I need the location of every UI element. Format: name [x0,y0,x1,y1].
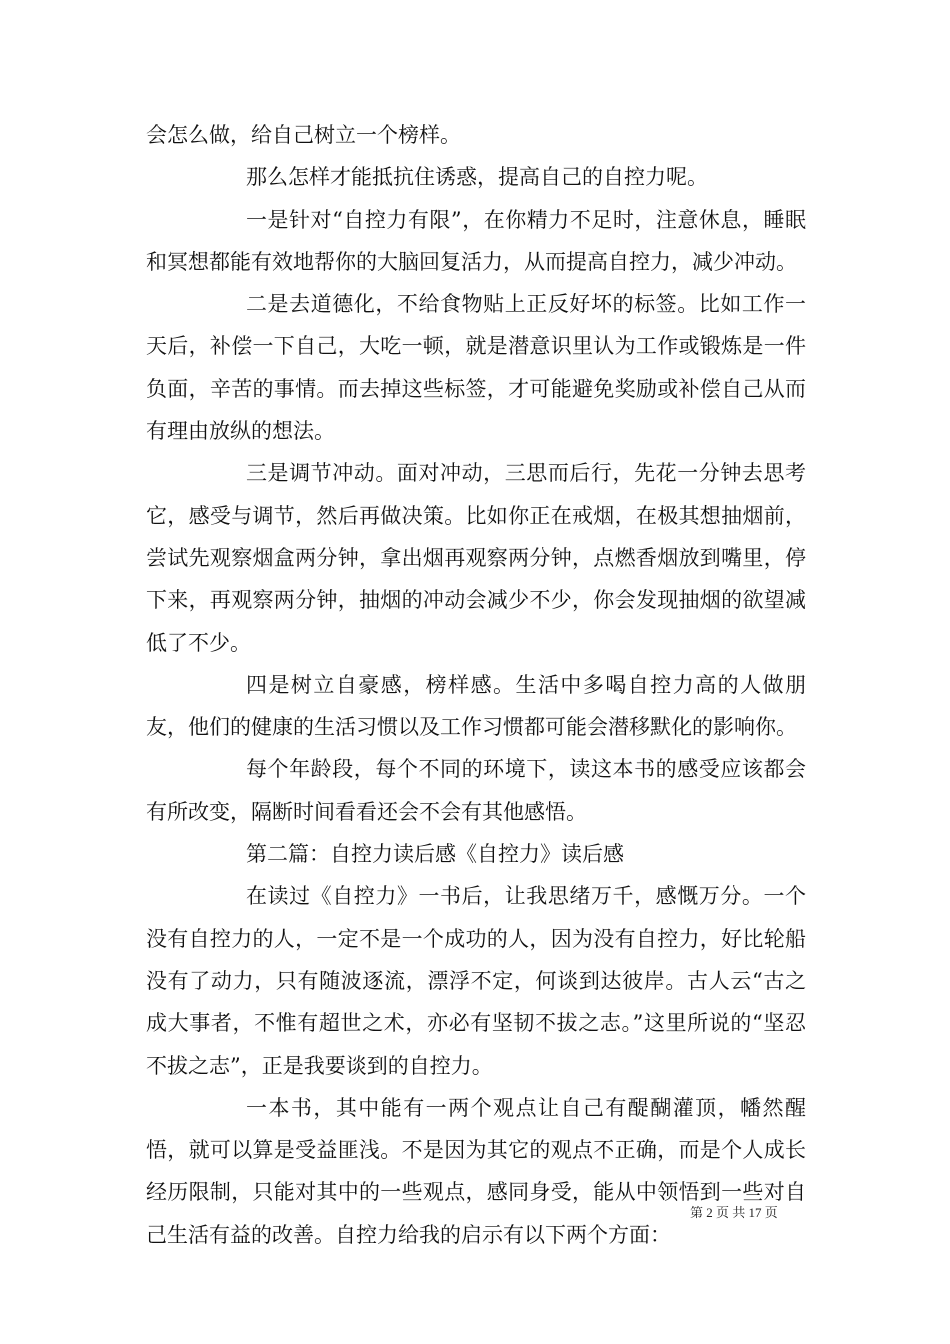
section-heading: 第二篇：自控力读后感《自控力》读后感 [246,842,624,867]
page-number: 第 2 页 共 17 页 [690,1205,778,1220]
paragraph: 每个年龄段，每个不同的环境下，读这本书的感受应该都会有所改变，隔断时间看看还会不会有其他感悟。 [146,757,806,824]
body-text [146,114,806,1256]
paragraph: 二是去道德化，不给食物贴上正反好坏的标签。比如工作一天后，补偿一下自己，大吃一顿，就是潜意识里认为工作或锻炼是一件负面，辛苦的事情。而去掉这些标签，才可能避免奖励或补偿自己从而有理由放纵的想法。 [146,292,806,444]
paragraph: 四是树立自豪感，榜样感。生活中多喝自控力高的人做朋友，他们的健康的生活习惯以及工作习惯都可能会潜移默化的影响你。 [146,672,806,740]
paragraph: 一是针对“自控力有限”，在你精力不足时，注意休息，睡眠和冥想都能有效地帮你的大脑回复活力，从而提高自控力，减少冲动。 [146,207,806,274]
paragraph: 会怎么做，给自己树立一个榜样。 [146,123,461,147]
paragraph: 一本书，其中能有一两个观点让自己有醍醐灌顶，幡然醒悟，就可以算是受益匪浅。不是因为其它的观点不正确，而是个人成长经历限制，只能对其中的一些观点，感同身受，能从中领悟到一些对自己生活有益的改善。自控力给我的启示有以下两个方面： [146,1095,806,1247]
paragraph: 在读过《自控力》一书后，让我思绪万千，感慨万分。一个没有自控力的人，一定不是一个成功的人，因为没有自控力，好比轮船没有了动力，只有随波逐流，漂浮不定，何谈到达彼岸。古人云“古之成大事者，不惟有超世之术，亦必有坚韧不拔之志。”这里所说的“坚忍不拔之志”，正是我要谈到的自控力。 [146,884,806,1078]
paragraph: 三是调节冲动。面对冲动，三思而后行，先花一分钟去思考它，感受与调节，然后再做决策。比如你正在戒烟，在极其想抽烟前，尝试先观察烟盒两分钟，拿出烟再观察两分钟，点燃香烟放到嘴里，停下来，再观察两分钟，抽烟的冲动会减少不少，你会发现抽烟的欲望减低了不少。 [146,461,806,655]
paragraph: 那么怎样才能抵抗住诱惑，提高自己的自控力呢。 [246,165,708,190]
